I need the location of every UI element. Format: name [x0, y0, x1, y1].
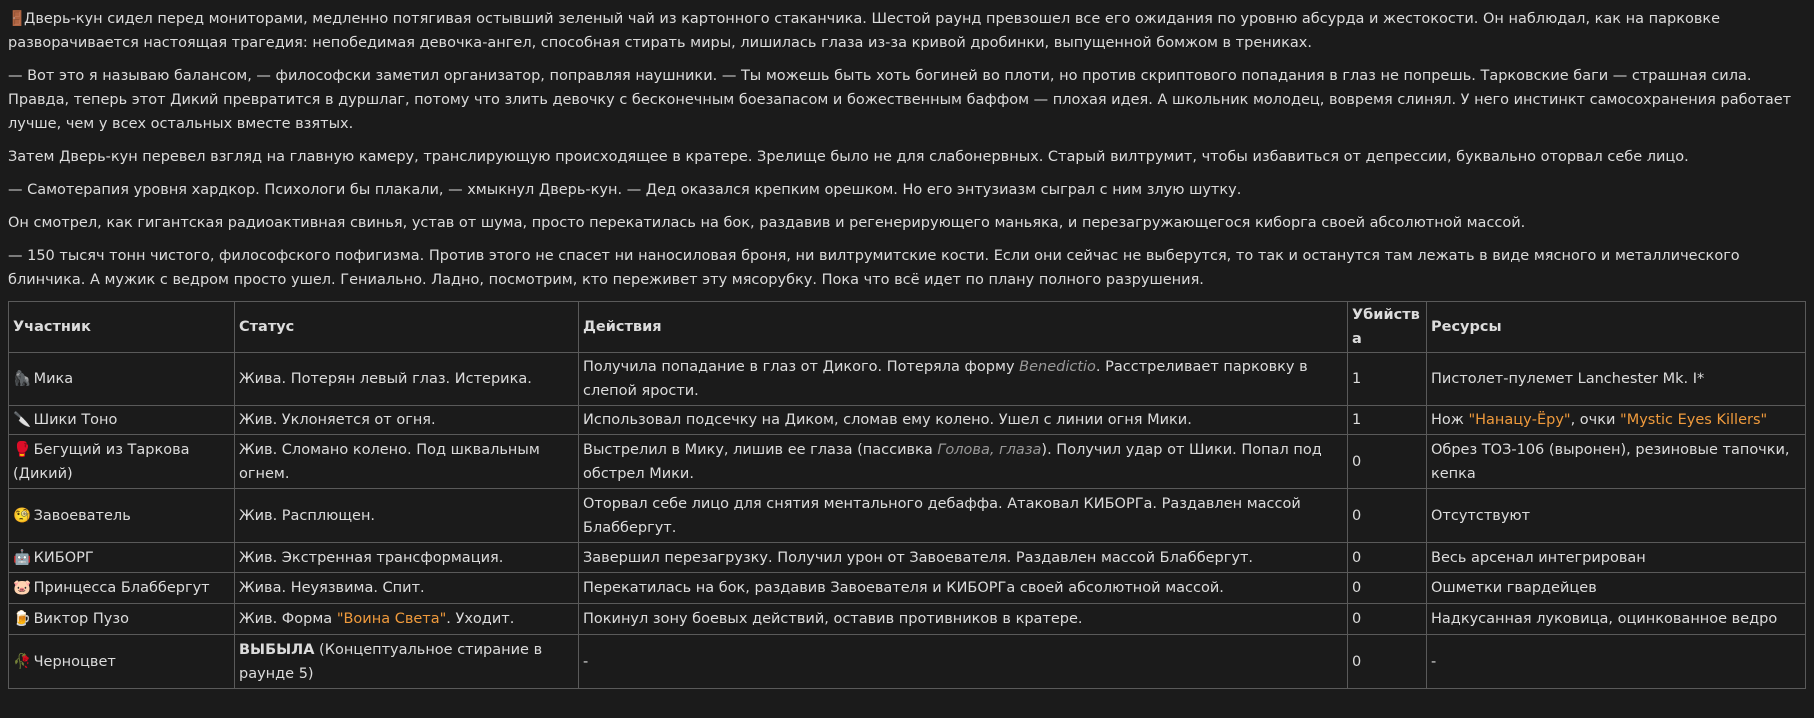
gorilla-icon: 🦍: [13, 371, 32, 387]
status-cell: Жив. Сломано колено. Под шквальным огнем.: [235, 435, 579, 489]
action-text: Выстрелил в Мику, лишив ее глаза (пассивка: [583, 441, 938, 458]
header-status: Статус: [235, 302, 579, 353]
story-paragraph-4: — Самотерапия уровня хардкор. Психологи бы плакали, — хмыкнул Дверь-кун. — Дед оказался крепким орешком. Но его энтузиазм сыграл с ним злую шутку.: [8, 182, 1242, 198]
status-eliminated: ВЫБЫЛА: [239, 641, 315, 658]
story-paragraph-5: Он смотрел, как гигантская радиоактивная свинья, устав от шума, просто перекатилась на бок, раздавив и регенерирующего маньяка, и перезагружающегося киборга своей абсолютной массой.: [8, 215, 1526, 231]
table-row: [9, 604, 1806, 635]
participant-name: Шики Тоно: [33, 412, 118, 428]
participant-cell: [9, 406, 235, 435]
status-cell: Жива. Потерян левый глаз. Истерика.: [235, 353, 579, 406]
actions-cell: [579, 353, 1348, 406]
kills-cell: 0: [1348, 435, 1427, 489]
story-paragraph-2: — Вот это я называю балансом, — философски заметил организатор, поправляя наушники. — Ты можешь быть хоть богиней во плоти, но против скриптового попадания в глаз не попрешь. Тарковские баги — страшная сила. Правда, теперь этот Дикий превратится в дуршлаг, потому что злить девочку с бесконечным боезапасом и божественным баффом — плохая идея. А школьник молодец, вовремя слинял. У него инстинкт самосохранения работает лучше, чем у всех остальных вместе взятых.: [8, 68, 1792, 132]
resource-text: Нож: [1431, 412, 1469, 428]
participant-name: Мика: [33, 371, 74, 387]
knife-icon: 🔪: [13, 412, 32, 428]
table-row: [9, 543, 1806, 573]
monocle-face-icon: 🧐: [13, 507, 32, 524]
participant-cell: [9, 573, 235, 604]
door-icon: 🚪: [8, 11, 27, 27]
story-paragraph-6: — 150 тысяч тонн чистого, философского пофигизма. Против этого не спасет ни наносиловая броня, ни вилтрумитские кости. Если они сейчас не выберутся, то так и останутся там лежать в виде мясного и металлического блинчика. А мужик с ведром просто ушел. Гениально. Ладно, посмотрим, кто переживет эту мясорубку. Пока что всё идет по плану полного разрушения.: [8, 248, 1740, 288]
resources-cell: Отсутствуют: [1427, 489, 1806, 543]
status-cell: Жива. Неуязвима. Спит.: [235, 573, 579, 604]
status-text: (Концептуальное стирание в раунде 5): [239, 641, 543, 682]
action-text: ). Получил удар от Шики. Попал под обстрел Мики.: [583, 441, 1322, 482]
status-cell: Жив. Уклоняется от огня.: [235, 406, 579, 435]
table-row: [9, 489, 1806, 543]
participant-name: Виктор Пузо: [33, 611, 129, 627]
status-cell: [235, 635, 579, 689]
status-text: Жив. Форма: [239, 611, 337, 627]
paragraph-text: Дверь-кун сидел перед мониторами, медленно потягивая остывший зеленый чай из картонного стаканчика. Шестой раунд превзошел все его ожидания по уровню абсурда и жестокости. Он наблюдал, как на парковке разворачивается настоящая трагедия: непобедимая девочка-ангел, способная стирать миры, лишилась глаза из-за кривой дробинки, выпущенной бомжом в трениках.: [8, 11, 1721, 51]
header-resources: Ресурсы: [1427, 302, 1806, 353]
kills-cell: 0: [1348, 604, 1427, 635]
participant-cell: [9, 543, 235, 573]
beer-mug-icon: 🍺: [13, 611, 32, 627]
resource-highlight: "Нанацу-Ёру": [1468, 412, 1571, 428]
table-row: [9, 353, 1806, 406]
table-row: [9, 406, 1806, 435]
table-row: [9, 635, 1806, 689]
participant-name: Черноцвет: [33, 653, 116, 670]
kills-cell: 0: [1348, 543, 1427, 573]
resources-cell: Весь арсенал интегрирован: [1427, 543, 1806, 573]
participant-cell: [9, 435, 235, 489]
participant-cell: [9, 353, 235, 406]
status-cell: [235, 604, 579, 635]
status-text: . Уходит.: [446, 611, 515, 627]
kills-cell: 0: [1348, 635, 1427, 689]
resources-cell: Обрез ТОЗ-106 (выронен), резиновые тапочки, кепка: [1427, 435, 1806, 489]
table-row: [9, 435, 1806, 489]
action-emphasis: Benedictio: [1019, 359, 1096, 375]
participant-name: КИБОРГ: [33, 549, 94, 566]
participant-cell: [9, 489, 235, 543]
table-header-row: [9, 302, 1806, 353]
actions-cell: Завершил перезагрузку. Получил урон от Завоевателя. Раздавлен массой Блаббергут.: [579, 543, 1348, 573]
resources-cell: [1427, 406, 1806, 435]
status-cell: Жив. Экстренная трансформация.: [235, 543, 579, 573]
participant-cell: [9, 604, 235, 635]
resource-highlight: "Mystic Eyes Killers": [1620, 412, 1768, 428]
actions-cell: Перекатилась на бок, раздавив Завоевателя и КИБОРГа своей абсолютной массой.: [579, 573, 1348, 604]
participant-name: Бегущий из Таркова (Дикий): [13, 441, 190, 482]
participant-name: Завоеватель: [33, 507, 131, 524]
resources-cell: Пистолет-пулемет Lanchester Mk. I*: [1427, 353, 1806, 406]
resources-cell: Надкусанная луковица, оцинкованное ведро: [1427, 604, 1806, 635]
participants-table: [8, 301, 1806, 689]
table-row: [9, 573, 1806, 604]
kills-cell: 0: [1348, 573, 1427, 604]
header-participant: Участник: [9, 302, 235, 353]
boxing-glove-icon: 🥊: [13, 441, 32, 458]
actions-cell: Покинул зону боевых действий, оставив противников в кратере.: [579, 604, 1348, 635]
participant-name: Принцесса Блаббергут: [33, 580, 210, 596]
kills-cell: 1: [1348, 353, 1427, 406]
kills-cell: 0: [1348, 489, 1427, 543]
status-highlight: "Воина Света": [336, 611, 447, 627]
wilted-rose-icon: 🥀: [13, 653, 32, 670]
story-content: [0, 7, 1814, 689]
action-text: . Расстреливает парковку в слепой ярости.: [583, 359, 1308, 399]
actions-cell: Оторвал себе лицо для снятия ментального дебаффа. Атаковал КИБОРГа. Раздавлен массой Блаббергут.: [579, 489, 1348, 543]
pig-icon: 🐷: [13, 580, 32, 596]
resources-cell: -: [1427, 635, 1806, 689]
resource-text: , очки: [1570, 412, 1621, 428]
participant-cell: [9, 635, 235, 689]
status-cell: Жив. Расплющен.: [235, 489, 579, 543]
story-paragraph-3: Затем Дверь-кун перевел взгляд на главную камеру, транслирующую происходящее в кратере. Зрелище было не для слабонервных. Старый вилтрумит, чтобы избавиться от депрессии, буквально оторвал себе лицо.: [8, 149, 1689, 165]
resources-cell: Ошметки гвардейцев: [1427, 573, 1806, 604]
actions-cell: Использовал подсечку на Диком, сломав ему колено. Ушел с линии огня Мики.: [579, 406, 1348, 435]
story-paragraph-1: [8, 7, 1806, 55]
actions-cell: -: [579, 635, 1348, 689]
header-kills: Убийства: [1348, 302, 1427, 353]
actions-cell: [579, 435, 1348, 489]
robot-icon: 🤖: [13, 549, 32, 566]
action-text: Получила попадание в глаз от Дикого. Потеряла форму: [583, 359, 1020, 375]
header-actions: Действия: [579, 302, 1348, 353]
action-emphasis: Голова, глаза: [937, 441, 1042, 458]
kills-cell: 1: [1348, 406, 1427, 435]
